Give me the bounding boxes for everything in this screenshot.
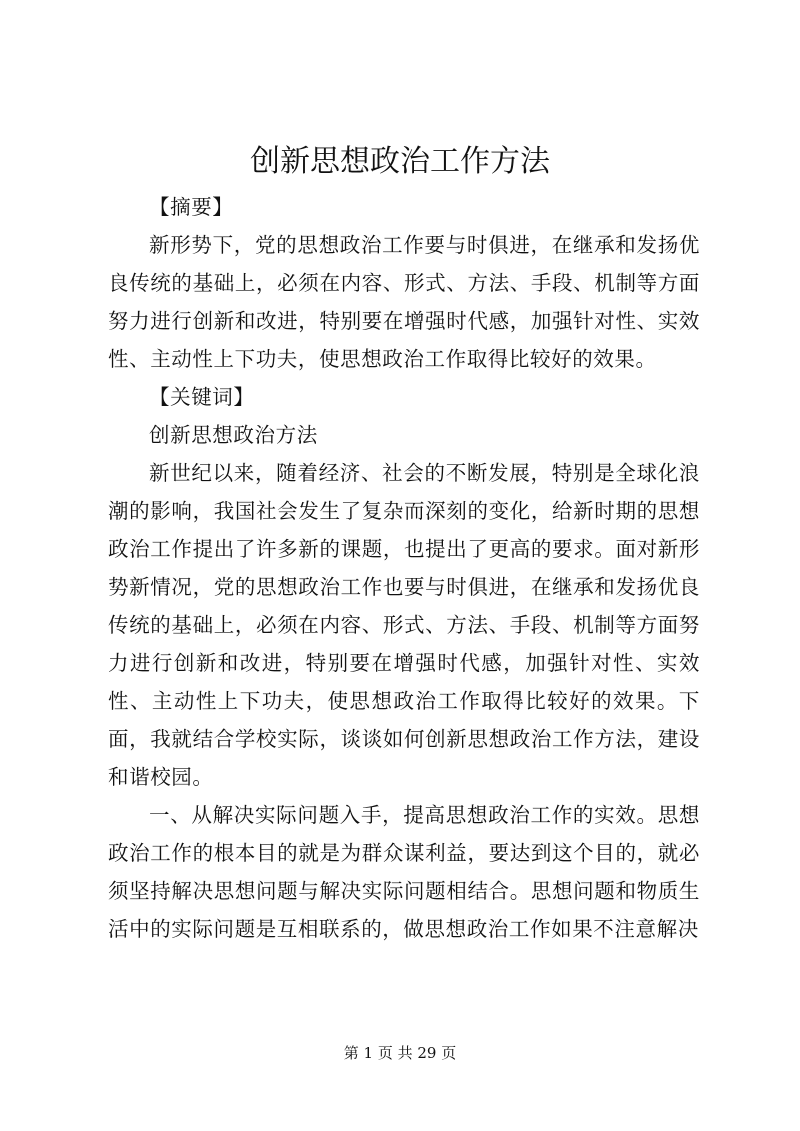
- document-body: [108, 188, 700, 948]
- page-number-footer: 第 1 页 共 29 页: [343, 1044, 457, 1062]
- abstract-heading: 【摘要】: [149, 195, 234, 219]
- abstract-paragraph: 新形势下，党的思想政治工作要与时俱进，在继承和发扬优良传统的基础上，必须在内容、形式、方法、手段、机制等方面努力进行创新和改进，特别要在增强时代感，加强针对性、实效性、主动性上下功夫，使思想政治工作取得比较好的效果。: [108, 233, 700, 371]
- document-title: 创新思想政治工作方法: [250, 144, 550, 179]
- body-paragraph: 一、从解决实际问题入手，提高思想政治工作的实效。思想政治工作的根本目的就是为群众谋利益，要达到这个目的，就必须坚持解决思想问题与解决实际问题相结合。思想问题和物质生活中的实际问题是互相联系的，做思想政治工作如果不注意解决: [108, 803, 700, 941]
- keywords-text: 创新思想政治方法: [149, 423, 318, 447]
- body-paragraph: 新世纪以来，随着经济、社会的不断发展，特别是全球化浪潮的影响，我国社会发生了复杂而深刻的变化，给新时期的思想政治工作提出了许多新的课题，也提出了更高的要求。面对新形势新情况，党的思想政治工作也要与时俱进，在继承和发扬优良传统的基础上，必须在内容、形式、方法、手段、机制等方面努力进行创新和改进，特别要在增强时代感，加强针对性、实效性、主动性上下功夫，使思想政治工作取得比较好的效果。下面，我就结合学校实际，谈谈如何创新思想政治工作方法，建设和谐校园。: [108, 461, 700, 789]
- keywords-heading: 【关键词】: [149, 385, 255, 409]
